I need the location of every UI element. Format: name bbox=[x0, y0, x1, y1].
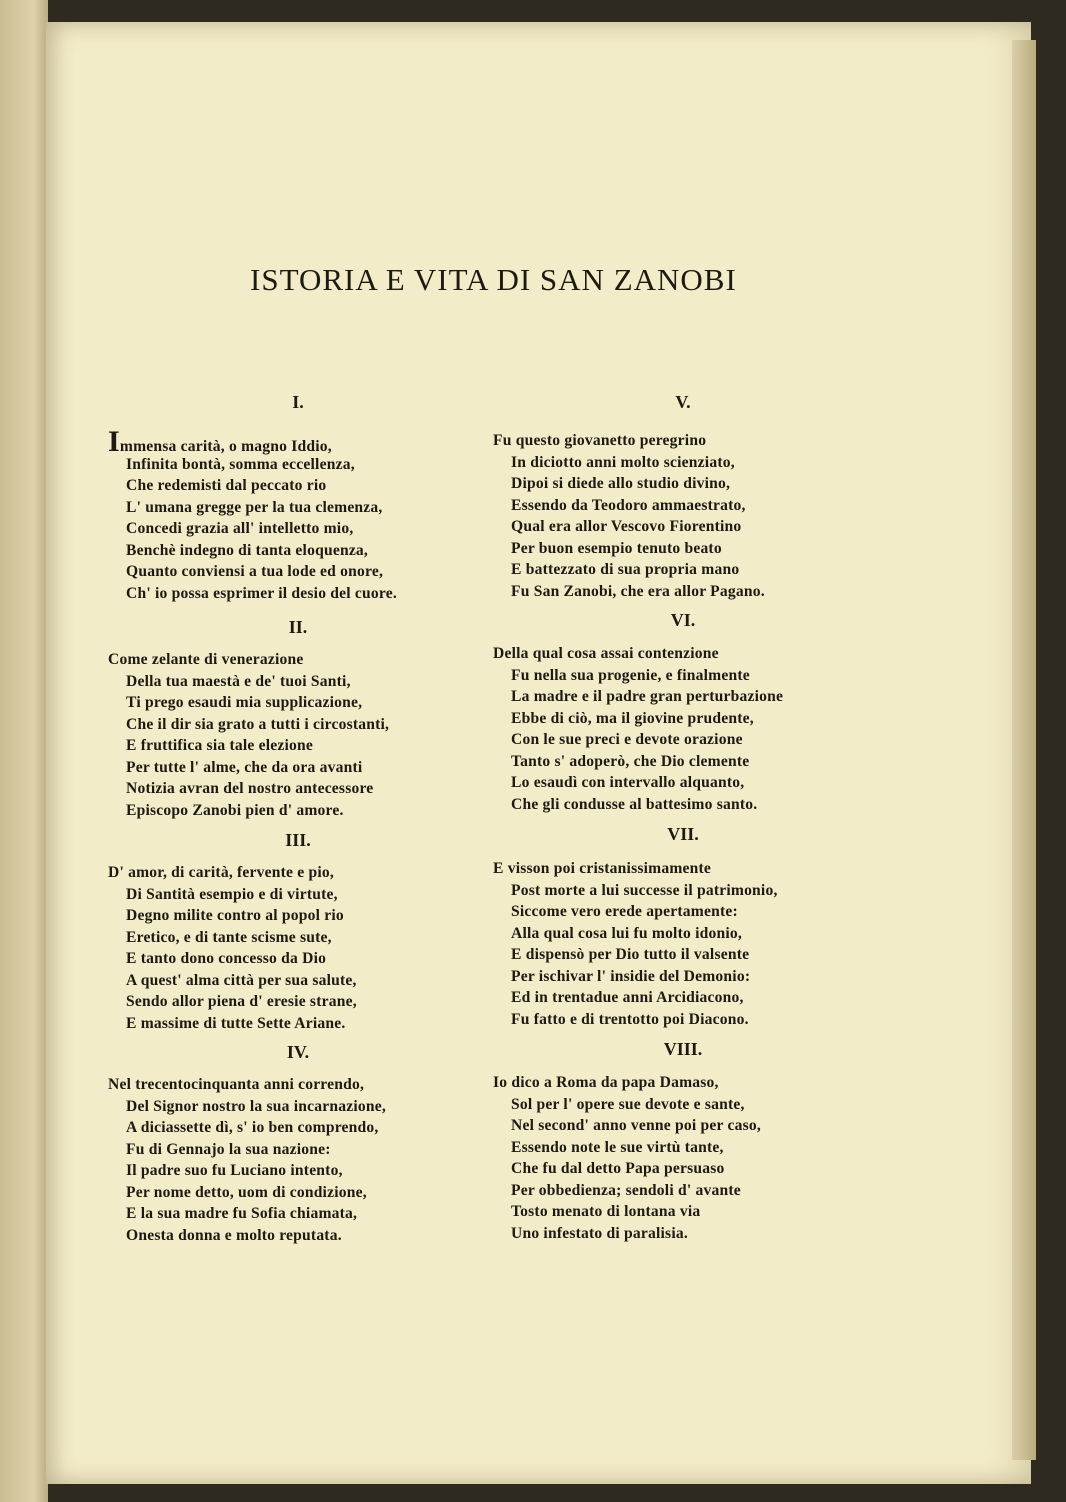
stanza-number: IV. bbox=[286, 1042, 310, 1062]
verse-line: Per nome detto, uom di condizione, bbox=[126, 1183, 367, 1201]
verse-line: Per buon esempio tenuto beato bbox=[511, 539, 722, 557]
verse-line: E dispensò per Dio tutto il valsente bbox=[511, 946, 750, 963]
verse-line: Il padre suo fu Luciano intento, bbox=[126, 1162, 343, 1179]
verse-line: Con le sue preci e devote orazione bbox=[511, 731, 743, 748]
verse-line: Che redemisti dal peccato rio bbox=[126, 477, 327, 494]
verse-line: Sendo allor piena d' eresie strane, bbox=[126, 993, 357, 1010]
verse-line: Eretico, e di tante scisme sute, bbox=[126, 928, 332, 946]
facing-page-edge bbox=[0, 0, 48, 1502]
verse-line: Benchè indegno di tanta eloquenza, bbox=[126, 541, 369, 559]
verse-line: Tanto s' adoperò, che Dio clemente bbox=[511, 752, 750, 770]
verse-line: Lo esaudì con intervallo alquanto, bbox=[511, 774, 745, 791]
verse-line: Ti prego esaudi mia supplicazione, bbox=[126, 694, 363, 711]
verse-line: Essendo da Teodoro ammaestrato, bbox=[511, 496, 746, 514]
verse-line: Post morte a lui successe il patrimonio, bbox=[511, 881, 778, 899]
verse-line: Per obbedienza; sendoli d' avante bbox=[511, 1181, 741, 1199]
verse-line: E la sua madre fu Sofia chiamata, bbox=[126, 1205, 358, 1222]
verse-line-rest: mmensa carità, o magno Iddio, bbox=[119, 438, 332, 455]
verse-line: Fu di Gennajo la sua nazione: bbox=[126, 1140, 331, 1158]
verse-line: Ebbe di ciò, ma il giovine prudente, bbox=[511, 709, 754, 727]
verse-line: E visson poi cristanissimamente bbox=[493, 860, 712, 877]
verse-line: Episcopo Zanobi pien d' amore. bbox=[126, 801, 344, 819]
verse-line: Degno milite contro al popol rio bbox=[126, 907, 344, 924]
verse-line: E battezzato di sua propria mano bbox=[511, 561, 740, 578]
verse-line: Fu nella sua progenie, e finalmente bbox=[511, 666, 750, 684]
verse-line: Io dico a Roma da papa Damaso, bbox=[493, 1074, 719, 1091]
verse-line: A quest' alma città per sua salute, bbox=[126, 971, 357, 989]
verse-line: Tosto menato di lontana via bbox=[511, 1203, 701, 1220]
verse-line: E massime di tutte Sette Ariane. bbox=[126, 1014, 346, 1032]
verse-line: Alla qual cosa lui fu molto idonio, bbox=[511, 924, 742, 942]
verse-line: D' amor, di carità, fervente e pio, bbox=[108, 864, 334, 881]
verse-line: A diciassette dì, s' io ben comprendo, bbox=[126, 1119, 379, 1136]
verse-line bbox=[108, 425, 488, 458]
drop-cap: I bbox=[108, 425, 120, 458]
verse-line: Quanto conviensi a tua lode ed onore, bbox=[126, 563, 384, 580]
verse-line: Essendo note le sue virtù tante, bbox=[511, 1138, 724, 1156]
verse-line: Sol per l' opere sue devote e sante, bbox=[511, 1095, 745, 1113]
stanza-number: III. bbox=[285, 830, 311, 850]
verse-line: Ch' io possa esprimer il desio del cuore. bbox=[126, 584, 397, 602]
stanza-number: V. bbox=[675, 392, 691, 412]
stanza-number: VI. bbox=[670, 610, 696, 630]
verse-line: Nel second' anno venne poi per caso, bbox=[511, 1117, 761, 1134]
verse-line: Fu questo giovanetto peregrino bbox=[493, 432, 707, 449]
stanza-number: VII. bbox=[667, 824, 699, 844]
verse-line: Del Signor nostro la sua incarnazione, bbox=[126, 1097, 387, 1115]
verse-line: Qual era allor Vescovo Fiorentino bbox=[511, 518, 742, 535]
verse-line: Che il dir sia grato a tutti i circostanti, bbox=[126, 715, 390, 733]
page-edge bbox=[1012, 40, 1036, 1460]
verse-line: Come zelante di venerazione bbox=[108, 651, 304, 668]
stanza-number: VIII. bbox=[663, 1039, 703, 1059]
verse-line: Di Santità esempio e di virtute, bbox=[126, 885, 338, 903]
verse-line: Uno infestato di paralisia. bbox=[511, 1224, 688, 1242]
verse-line: L' umana gregge per la tua clemenza, bbox=[126, 498, 383, 516]
verse-line: Nel trecentocinquanta anni correndo, bbox=[108, 1076, 365, 1093]
verse-line: Della qual cosa assai contenzione bbox=[493, 645, 719, 662]
verse-line: Concedi grazia all' intelletto mio, bbox=[126, 520, 354, 537]
verse-line: La madre e il padre gran perturbazione bbox=[511, 688, 784, 705]
verse-line: Per tutte l' alme, che da ora avanti bbox=[126, 758, 363, 776]
verse-line: Siccome vero erede apertamente: bbox=[511, 903, 738, 920]
verse-line: Notizia avran del nostro antecessore bbox=[126, 780, 374, 797]
verse-line: Infinita bontà, somma eccellenza, bbox=[126, 455, 355, 473]
verse-line: Che fu dal detto Papa persuaso bbox=[511, 1160, 725, 1177]
verse-line: E tanto dono concesso da Dio bbox=[126, 950, 327, 967]
stanza-number: II. bbox=[288, 617, 308, 637]
verse-line: Fu fatto e di trentotto poi Diacono. bbox=[511, 1010, 749, 1028]
verse-line: E fruttifica sia tale elezione bbox=[126, 737, 314, 754]
verse-line: Fu San Zanobi, che era allor Pagano. bbox=[511, 582, 765, 600]
verse-line: Della tua maestà e de' tuoi Santi, bbox=[126, 672, 351, 690]
verse-line: Dipoi si diede allo studio divino, bbox=[511, 475, 731, 492]
verse-line: Onesta donna e molto reputata. bbox=[126, 1226, 342, 1244]
verse-line: Per ischivar l' insidie del Demonio: bbox=[511, 967, 751, 985]
verse-line: Che gli condusse al battesimo santo. bbox=[511, 795, 758, 813]
stanza-number: I. bbox=[292, 392, 304, 412]
verse-line: Ed in trentadue anni Arcidiacono, bbox=[511, 989, 744, 1006]
verse-line: In diciotto anni molto scienziato, bbox=[511, 453, 735, 471]
page-title: ISTORIA E VITA DI SAN ZANOBI bbox=[250, 262, 737, 297]
